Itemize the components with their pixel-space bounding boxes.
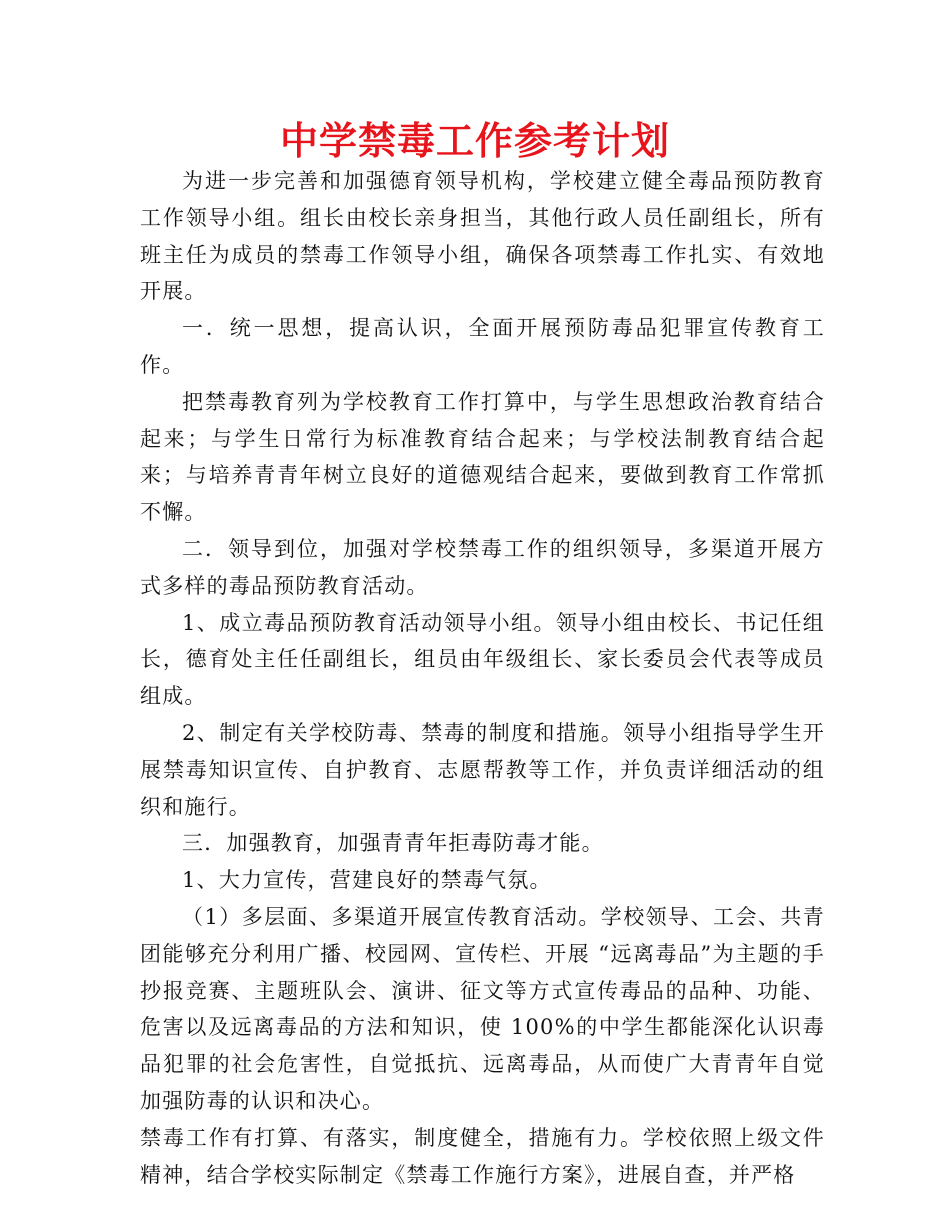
paragraph-section-2-heading: 二．领导到位，加强对学校禁毒工作的组织领导，多渠道开展方式多样的毒品预防教育活动。 [140,536,825,598]
paragraph-section-2-item-2: 2、制定有关学校防毒、禁毒的制度和措施。领导小组指导学生开展禁毒知识宣传、自护教育、志愿帮教等工作，并负责详细活动的组织和施行。 [140,720,825,819]
paragraph-section-3-item-1: 1、大力宣传，营建良好的禁毒气氛。 [182,868,552,893]
paragraph-intro: 为进一步完善和加强德育领导机构，学校建立健全毒品预防教育工作领导小组。组长由校长亲身担当，其他行政人员任副组长，所有班主任为成员的禁毒工作领导小组，确保各项禁毒工作扎实、有效地开展。 [140,169,825,304]
paragraph-section-1-heading: 一．统一思想，提高认识，全面开展预防毒品犯罪宣传教育工作。 [140,316,825,377]
paragraph-section-2-item-1: 1、成立毒品预防教育活动领导小组。领导小组由校长、书记任组长，德育处主任任副组长，组员由年级组长、家长委员会代表等成员组成。 [140,610,825,709]
page-title: 中学禁毒工作参考计划 [279,119,670,163]
paragraph-section-3-subitem-1: （1）多层面、多渠道开展宣传教育活动。学校领导、工会、共青团能够充分利用广播、校园网、宣传栏、开展 “远离毒品”为主题的手抄报竞赛、主题班队会、演讲、征文等方式宣传毒品的品种、功能、危害以及远离毒品的方法和知识，使 100%的中学生都能深化认识毒品犯罪的社会危害性，自觉抵抗、远离毒品，从而使广大青青年自觉加强防毒的认识和决心。 [140,904,825,1113]
paragraph-section-3-heading: 三．加强教育，加强青青年拒毒防毒才能。 [182,831,604,856]
paragraph-summary: 禁毒工作有打算、有落实，制度健全，措施有力。学校依照上级文件精神，结合学校实际制定《禁毒工作施行方案》，进展自查，并严格 [140,1125,825,1187]
document-body [140,163,825,1193]
paragraph-section-1-body: 把禁毒教育列为学校教育工作打算中，与学生思想政治教育结合起来；与学生日常行为标准教育结合起来；与学校法制教育结合起来；与培养青青年树立良好的道德观结合起来，要做到教育工作常抓不懈。 [140,389,825,525]
